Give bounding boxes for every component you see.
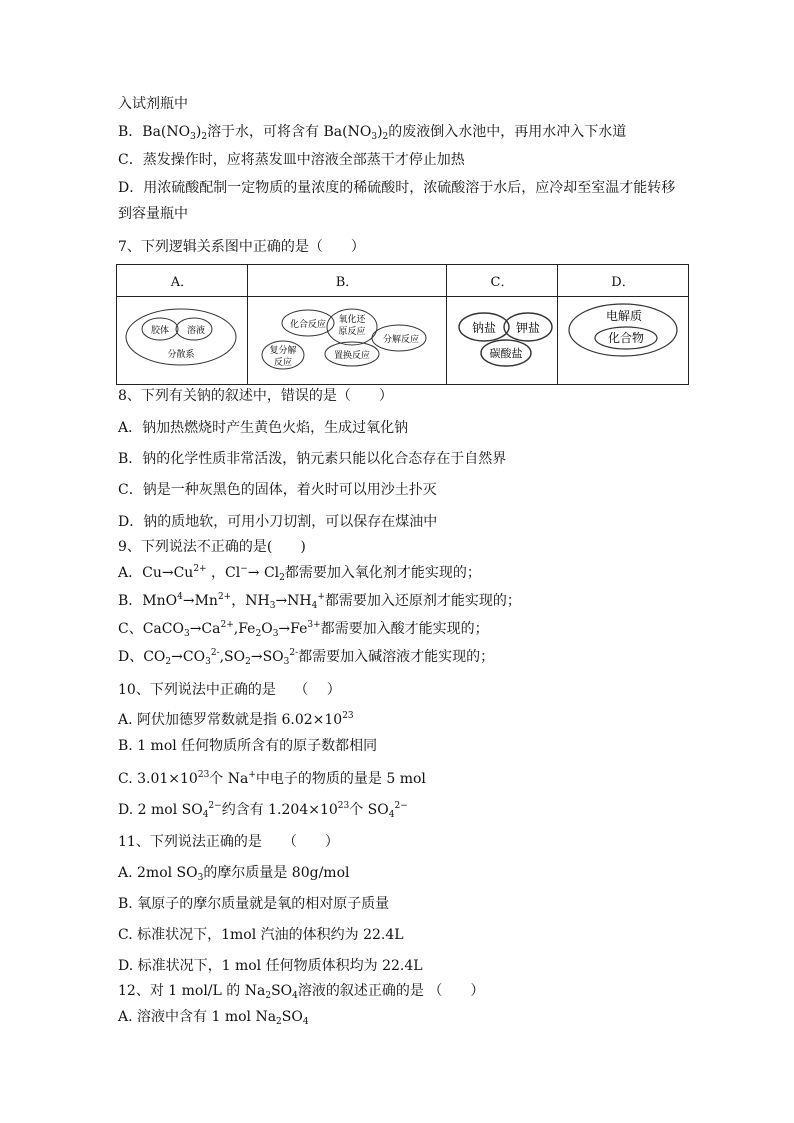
label-colloid: 胶体 bbox=[150, 326, 170, 336]
label-electrolyte: 电解质 bbox=[605, 309, 643, 323]
question-7: 7、下列逻辑关系图中正确的是（ ） bbox=[118, 239, 365, 255]
label-dispersion: 分散系 bbox=[167, 350, 195, 360]
diagram-d bbox=[558, 297, 689, 385]
option-12a: A. 溶液中含有 1 mol $Na_2SO_4$ bbox=[118, 1009, 309, 1027]
header-c: C． bbox=[447, 265, 558, 297]
label-solution: 溶液 bbox=[186, 326, 206, 336]
logic-diagram-table bbox=[116, 264, 689, 385]
option-11a: A. 2mol $SO_3$的摩尔质量是 80g/mol bbox=[118, 865, 350, 883]
option-9c: C、$CaCO_3\to Ca^{2+},Fe_2O_3\to Fe^{3+}$都需要加入酸才能实现的； bbox=[118, 620, 489, 639]
label-potassium-salt: 钾盐 bbox=[515, 321, 541, 335]
option-8c: C．钠是一种灰黑色的固体，着火时可以用沙土扑灭 bbox=[118, 482, 437, 498]
label-carbonate: 碳酸盐 bbox=[489, 347, 523, 360]
option-6d-cont: 到容量瓶中 bbox=[118, 206, 188, 222]
option-8b: B．钠的化学性质非常活泼，钠元素只能以化合态存在于自然界 bbox=[118, 451, 507, 467]
label-redox-1: 氧化还 bbox=[338, 315, 366, 325]
option-9a: A．$Cu\to Cu^{2+}$ ，$Cl^-\to Cl_2$都需要加入氧化剂才能实现的； bbox=[118, 564, 481, 583]
question-11: 11、下列说法正确的是 （ ） bbox=[118, 834, 339, 850]
diagram-c bbox=[447, 297, 558, 385]
option-11d: D. 标准状况下，1 mol 任何物质体积均为 22.4L bbox=[118, 958, 423, 974]
diagram-a bbox=[117, 297, 248, 385]
text-line: 入试剂瓶中 bbox=[118, 96, 188, 112]
option-10a: A. 阿伏加德罗常数就是指 $6.02\times 10^{23}$ bbox=[118, 711, 354, 728]
question-8: 8、下列有关钠的叙述中，错误的是（ ） bbox=[118, 388, 393, 404]
header-d: D． bbox=[558, 265, 689, 297]
option-9d: D、$CO_2\to CO_3^{2-},SO_2\to SO_3^{2-}$都需要加入碱溶液才能实现的； bbox=[118, 648, 495, 667]
option-6d: D．用浓硫酸配制一定物质的量浓度的稀硫酸时，浓硫酸溶于水后，应冷却至室温才能转移 bbox=[118, 180, 676, 196]
diagram-b bbox=[248, 297, 447, 385]
option-8d: D．钠的质地软，可用小刀切割，可以保存在煤油中 bbox=[118, 514, 438, 530]
label-sodium-salt: 钠盐 bbox=[471, 321, 497, 335]
header-a: A． bbox=[117, 265, 248, 297]
option-11c: C. 标准状况下，1mol 汽油的体积约为 22.4L bbox=[118, 927, 404, 943]
label-redox-2: 原反应 bbox=[338, 327, 366, 337]
option-8a: A．钠加热燃烧时产生黄色火焰，生成过氧化钠 bbox=[118, 420, 409, 436]
label-double-2: 反应 bbox=[273, 358, 293, 368]
label-combination: 化合反应 bbox=[289, 320, 327, 330]
option-9b: B．$MnO^4\to Mn^{2+}$，$NH_3\to NH_4^+$都需要加入还原剂才能实现的； bbox=[118, 592, 521, 611]
option-11b: B. 氧原子的摩尔质量就是氧的相对原子质量 bbox=[118, 896, 390, 912]
option-6b: B．$Ba(NO_3)_2$溶于水，可将含有 $Ba(NO_3)_2$的废液倒入水池中，再用水冲入下水道 bbox=[118, 124, 627, 142]
label-decomposition: 分解反应 bbox=[382, 335, 420, 345]
option-10b: B. 1 mol 任何物质所含有的原子数都相同 bbox=[118, 738, 378, 754]
header-b: B． bbox=[248, 265, 447, 297]
label-double-1: 复分解 bbox=[269, 346, 297, 356]
option-6c: C．蒸发操作时，应将蒸发皿中溶液全部蒸干才停止加热 bbox=[118, 152, 465, 168]
option-10c: C. $3.01\times 10^{23}$个 Na+中电子的物质的量是 5 mol bbox=[118, 770, 426, 787]
option-10d: D. 2 mol $SO_4^{2-}$约含有 $1.204\times 10^{23}$个 $SO_4^{2-}$ bbox=[118, 801, 408, 820]
label-displacement: 置换反应 bbox=[333, 351, 371, 361]
label-compound: 化合物 bbox=[607, 331, 645, 345]
question-10: 10、下列说法中正确的是 （ ） bbox=[118, 682, 341, 698]
question-12: 12、对 1 mol/L 的 $Na_2SO_4$溶液的叙述正确的是 （ ） bbox=[118, 983, 485, 1001]
question-9: 9、下列说法不正确的是( ) bbox=[118, 539, 306, 555]
